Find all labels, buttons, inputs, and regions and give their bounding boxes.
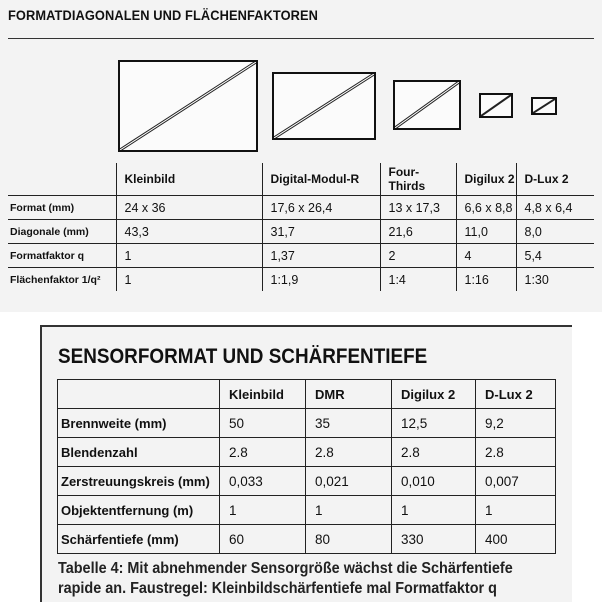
row-label: Format (mm): [8, 196, 116, 220]
column-header: Kleinbild: [220, 380, 306, 409]
row-label: Blendenzahl: [58, 438, 220, 467]
table-row: [8, 196, 594, 220]
table-cell: 2.8: [392, 438, 476, 467]
table-row: [8, 244, 594, 268]
format-rect-digilux-2: [479, 93, 513, 118]
column-header: D-Lux 2: [516, 163, 594, 196]
table-cell: 2: [380, 244, 456, 268]
column-header: Digilux 2: [456, 163, 516, 196]
table-cell: 43,3: [116, 220, 262, 244]
format-rect-kleinbild: [118, 60, 258, 152]
table-cell: 80: [306, 525, 392, 554]
table-cell: 0,010: [392, 467, 476, 496]
table-cell: 1: [116, 244, 262, 268]
table-cell: 50: [220, 409, 306, 438]
table-cell: 1,37: [262, 244, 380, 268]
column-header: DMR: [306, 380, 392, 409]
sensor-table: [57, 379, 556, 554]
row-label: Zerstreuungskreis (mm): [58, 467, 220, 496]
table-cell: 21,6: [380, 220, 456, 244]
row-label: Formatfaktor q: [8, 244, 116, 268]
table-cell: 1:1,9: [262, 268, 380, 292]
row-label: Schärfentiefe (mm): [58, 525, 220, 554]
table-cell: 2.8: [220, 438, 306, 467]
table-header-row: [8, 163, 594, 196]
table-cell: 6,6 x 8,8: [456, 196, 516, 220]
table-cell: 1: [392, 496, 476, 525]
column-header: Four-Thirds: [380, 163, 456, 196]
header-empty-cell: [8, 163, 116, 196]
table-cell: 1:16: [456, 268, 516, 292]
row-label: Flächenfaktor 1/q²: [10, 273, 101, 286]
table-cell: 1: [220, 496, 306, 525]
format-section-title: FORMATDIAGONALEN UND FLÄCHENFAKTOREN: [8, 8, 319, 23]
table-cell: 9,2: [476, 409, 556, 438]
header-empty-cell: [58, 380, 220, 409]
row-label: Diagonale (mm): [8, 220, 116, 244]
table-row: [58, 438, 556, 467]
table-cell: 330: [392, 525, 476, 554]
table-cell: 5,4: [516, 244, 594, 268]
table-cell: 60: [220, 525, 306, 554]
table-row: [8, 268, 594, 292]
format-rect-d-lux-2: [531, 97, 557, 115]
caption-line: rapide an. Faustregel: Kleinbildschärfentiefe mal Formatfaktor q: [58, 580, 497, 597]
table-header-row: [58, 380, 556, 409]
table-cell: 17,6 x 26,4: [262, 196, 380, 220]
sensor-section-title: SENSORFORMAT UND SCHÄRFENTIEFE: [58, 345, 428, 368]
table-cell: 0,007: [476, 467, 556, 496]
title-divider: [8, 38, 594, 39]
table-cell: 1: [306, 496, 392, 525]
table-cell: 24 x 36: [116, 196, 262, 220]
table-cell: 2.8: [476, 438, 556, 467]
table-cell: 11,0: [456, 220, 516, 244]
format-rect-four-thirds: [393, 80, 461, 130]
caption-line: Tabelle 4: Mit abnehmender Sensorgröße wächst die Schärfentiefe: [58, 560, 513, 577]
sensor-section: [40, 325, 572, 602]
table-cell: 0,021: [306, 467, 392, 496]
table-row: [58, 525, 556, 554]
table-cell: 31,7: [262, 220, 380, 244]
table-cell: 0,033: [220, 467, 306, 496]
table-cell: 12,5: [392, 409, 476, 438]
table-cell: 2.8: [306, 438, 392, 467]
format-rect-digital-modul-r: [272, 72, 376, 140]
column-header: D-Lux 2: [476, 380, 556, 409]
table-cell: 400: [476, 525, 556, 554]
table-cell: 1:30: [516, 268, 594, 292]
row-label: Objektentfernung (m): [58, 496, 220, 525]
row-label: Brennweite (mm): [58, 409, 220, 438]
table-cell: 13 x 17,3: [380, 196, 456, 220]
table-cell: 1: [116, 268, 262, 292]
table-row: [58, 467, 556, 496]
table-cell: 4: [456, 244, 516, 268]
table-cell: 4,8 x 6,4: [516, 196, 594, 220]
column-header: Digital-Modul-R: [262, 163, 380, 196]
table-cell: 35: [306, 409, 392, 438]
table-row: [58, 496, 556, 525]
section-gap: [0, 312, 602, 324]
table-cell: 1:4: [380, 268, 456, 292]
table-row: [58, 409, 556, 438]
column-header: Kleinbild: [116, 163, 262, 196]
table-cell: 1: [476, 496, 556, 525]
table-cell: 8,0: [516, 220, 594, 244]
table-row: [8, 220, 594, 244]
format-table: [8, 163, 594, 291]
column-header: Digilux 2: [392, 380, 476, 409]
table-caption: [58, 559, 530, 599]
